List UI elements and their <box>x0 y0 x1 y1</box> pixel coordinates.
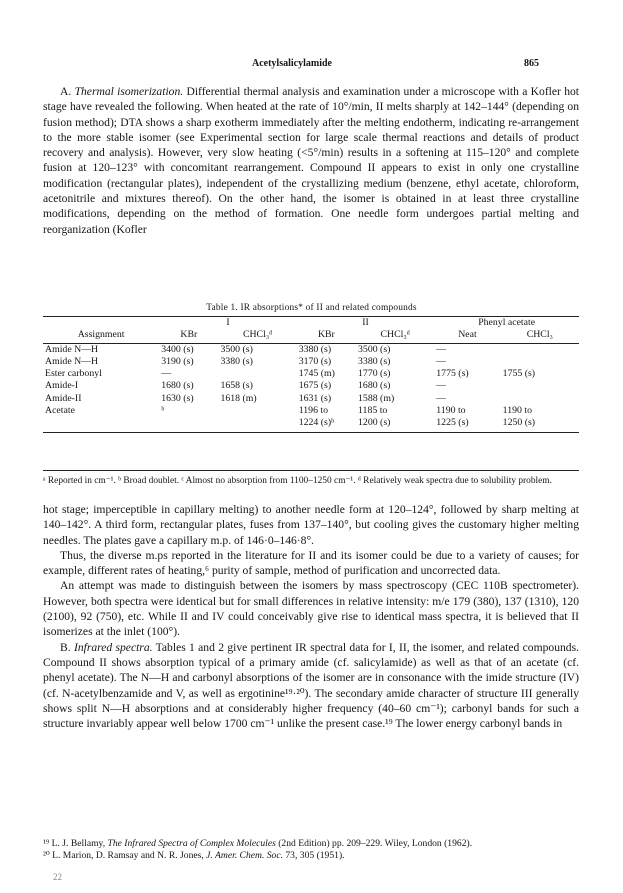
table-cell: 3400 (s) <box>161 344 194 356</box>
table-body <box>43 344 579 429</box>
table-cell: 1618 (m) <box>220 392 257 404</box>
row-assignment: Amide N—H <box>45 344 99 356</box>
running-title: Acetylsalicylamide <box>252 58 332 69</box>
table-cell <box>501 344 579 356</box>
signature-mark: 22 <box>53 872 62 882</box>
table-cell: 3380 (s) <box>358 356 391 368</box>
references <box>43 838 579 862</box>
table-cell <box>501 393 579 405</box>
table-row <box>43 344 579 356</box>
row-assignment: Amide-I <box>45 380 79 392</box>
column-header: Assignment <box>77 329 125 341</box>
table-cell: 1775 (s) <box>436 368 469 380</box>
table-column-header <box>43 329 579 344</box>
paragraph-causes: Thus, the diverse m.ps reported in the literature for II and its isomer could be due to a variety of causes; for example, different rates of heating,⁶ purity of sample, method of purification and uncorrected data. <box>43 548 579 578</box>
table-cell: ᵇ <box>161 404 165 416</box>
table-row <box>43 368 579 380</box>
reference-19: ¹⁹ L. J. Bellamy, The Infrared Spectra of Complex Molecules (2nd Edition) pp. 209–229. Wiley, London (1962). <box>43 838 473 849</box>
table-cell: 1224 (s)ᵇ <box>298 416 335 428</box>
table-cell: 1745 (m) <box>298 368 335 380</box>
row-assignment: Acetate <box>45 404 75 416</box>
table-row <box>43 417 579 429</box>
column-header: KBr <box>180 329 198 341</box>
table-cell: 1588 (m) <box>358 392 395 404</box>
running-header <box>0 58 623 72</box>
table-cell: 3380 (s) <box>220 356 253 368</box>
table-cell <box>159 417 218 429</box>
table-cell: 1250 (s) <box>502 416 536 428</box>
table-cell: 1196 to <box>298 404 329 416</box>
paragraph-continued: hot stage; imperceptible in capillary melting) to another needle form at 120–124°, followed by sharp melting at 140–142°. A third form, rectangular plates, fuses from 137–140°, but cooling gives the customary higher melting needles. The plates gave a capillary m.p. of 146·0–146·8°. <box>43 503 579 547</box>
table-cell: — <box>436 392 447 404</box>
table-row <box>43 405 579 417</box>
table-cell: 1200 (s) <box>358 416 391 428</box>
table-cell: — <box>436 380 447 392</box>
section-b-text <box>43 502 579 731</box>
group-phenyl-acetate: Phenyl acetate <box>478 317 536 328</box>
paragraph-b-text: Tables 1 and 2 give pertinent IR spectral data for I, II, the isomer, and related compounds. Compound II shows absorption typical of a primary amide (cf. salicylamide) as well as that of an acetate (cf. phenyl acetate). The N—H and carbonyl absorptions of the isomer are in consonance with the imide structure (IV) (cf. N-acetylbenzamide and V, as well as ergotinine¹⁹·²⁰). The secondary amide character of structure III generally shows split N—H absorptions and at considerably higher frequency (40–60 cm⁻¹); carbonyl bands for such a structure invariably appear well below 1700 cm⁻¹ unlike the present case.¹⁹ The lower energy carbonyl bands in <box>43 640 579 731</box>
table-cell: 1185 to <box>358 404 388 416</box>
table-cell: 1770 (s) <box>358 368 391 380</box>
paragraph-a-text: Differential thermal analysis and examination under a microscope with a Kofler hot stage have revealed the following. When heated at the rate of 10°/min, II melts sharply at 142–144° (depending on fusion method); DTA shows a sharp exotherm immediately after the melting endotherm, indicating re-arrangement to the more stable isomer (see Experimental section for large scale thermal reactions and details of product recovery and analysis). However, very slow heating (<5°/min) results in a softening at 115–120° and complete fusion at 120–123° with concomitant rearrangement. Compound II appears to exist in only one crystalline modification (rectangular plates), independent of the crystallizing medium (benzene, ethyl acetate, chloroform, acetonitrile and mixtures thereof). On the other hand, the isomer is obtained in at least three crystalline modifications, depending on the method of formation. One needle form undergoes partial melting and reorganization (Kofler <box>43 85 580 236</box>
table-cell <box>218 405 296 417</box>
table-cell: 1675 (s) <box>298 380 332 392</box>
table-caption: Table 1. IR absorptions* of II and related compounds <box>206 303 417 313</box>
table-cell: 3500 (s) <box>358 344 391 356</box>
row-assignment: Amide N—H <box>45 356 99 368</box>
row-assignment: Ester carbonyl <box>45 368 102 380</box>
column-header: CHCl₃ᵈ <box>242 329 273 341</box>
group-compound-ii: II <box>362 317 369 328</box>
reference-20: ²⁰ L. Marion, D. Ramsay and N. R. Jones, J. Amer. Chem. Soc. 73, 305 (1951). <box>43 850 345 862</box>
table-cell: 3380 (s) <box>298 344 332 356</box>
column-header: Neat <box>458 329 477 341</box>
table-cell: 3170 (s) <box>298 356 332 368</box>
section-a-title: Thermal isomerization. <box>74 85 184 98</box>
table-cell: 1630 (s) <box>161 392 194 404</box>
table-cell: — <box>436 356 447 368</box>
table-cell: 1190 to <box>436 404 466 416</box>
section-a-text <box>43 84 579 237</box>
table-cell <box>501 356 579 368</box>
table-cell: 1631 (s) <box>298 392 332 404</box>
section-a-label: A. <box>60 85 75 98</box>
paragraph-thermal-isomerization <box>43 84 579 237</box>
table-row <box>43 393 579 405</box>
table-cell: 1680 (s) <box>358 380 391 392</box>
table-cell: 1755 (s) <box>502 368 536 380</box>
paragraph-infrared <box>43 640 579 732</box>
table-cell: 3500 (s) <box>220 344 253 356</box>
table-group-header <box>43 317 579 329</box>
group-compound-i: I <box>226 317 230 328</box>
table-cell: 1190 to <box>502 404 532 416</box>
row-assignment: Amide-II <box>45 392 82 404</box>
column-header: KBr <box>317 329 335 341</box>
table-cell <box>218 417 296 429</box>
table-cell: 1225 (s) <box>436 416 469 428</box>
table-cell: 1658 (s) <box>220 380 253 392</box>
section-b-title: Infrared spectra. <box>73 640 153 654</box>
paragraph-mass-spectroscopy: An attempt was made to distinguish between the isomers by mass spectroscopy (CEC 110B spectrometer). However, both spectra were identical but for small differences in relative intensity: m/e 179 (380), 137 (1310), 120 (2100), 92 (750), etc. While II and IV could conceivably give rise to identical mass spectra, it is believed that II isomerizes at the inlet (100°). <box>43 579 579 639</box>
ir-table <box>43 316 579 433</box>
table-cell <box>218 368 296 380</box>
table-cell: 3190 (s) <box>161 356 194 368</box>
table-row <box>43 380 579 392</box>
table-cell: 1680 (s) <box>161 380 194 392</box>
table-row <box>43 356 579 368</box>
section-b-label: B. <box>60 640 74 654</box>
column-header: CHCl₃ᵈ <box>380 329 410 341</box>
table-cell: — <box>436 344 447 356</box>
table-cell <box>501 380 579 392</box>
table-footnote: ᵃ Reported in cm⁻¹. ᵇ Broad doublet. ᶜ Almost no absorption from 1100–1250 cm⁻¹. ᵈ Relatively weak spectra due to solubility problem. <box>43 470 579 488</box>
table-cell: — <box>161 368 171 380</box>
page-number: 865 <box>524 58 539 69</box>
column-header: CHCl₃ <box>526 329 553 341</box>
row-assignment <box>43 417 159 429</box>
